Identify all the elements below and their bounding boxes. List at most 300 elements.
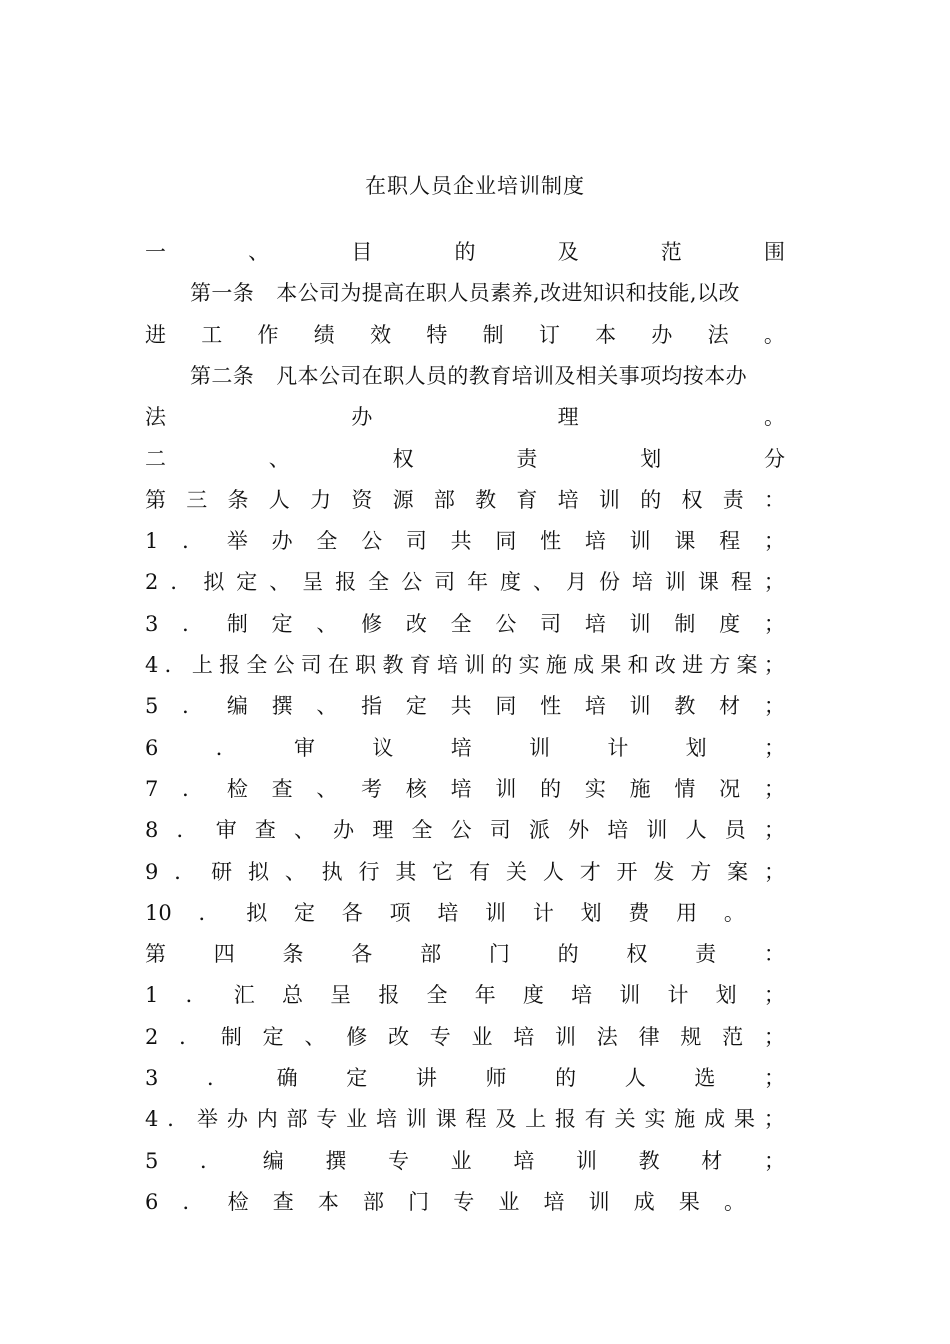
text-char: 、 bbox=[316, 694, 338, 719]
text-char: 条 bbox=[282, 942, 304, 967]
text-char: 权 bbox=[392, 446, 414, 471]
text-char: 派 bbox=[528, 818, 550, 843]
text-line bbox=[145, 1060, 785, 1096]
text-char: ． bbox=[182, 776, 204, 801]
text-char: 课 bbox=[697, 570, 719, 595]
text-char: 况 bbox=[719, 776, 741, 801]
text-char: ； bbox=[763, 1107, 785, 1132]
text-char: 公 bbox=[273, 653, 295, 677]
text-char: 人 bbox=[624, 1066, 646, 1090]
text-char: 力 bbox=[310, 487, 332, 512]
text-char: 权 bbox=[626, 942, 648, 967]
text-char: 、 bbox=[533, 570, 554, 595]
text-char: 训 bbox=[405, 1107, 427, 1132]
text-char: 的 bbox=[640, 487, 662, 512]
text-char: ． bbox=[215, 735, 237, 760]
text-char: 教 bbox=[674, 694, 696, 719]
text-char: 全 bbox=[368, 570, 390, 595]
text-char: ． bbox=[200, 1148, 222, 1173]
text-char: 果 bbox=[733, 1107, 755, 1132]
text-char: 培 bbox=[571, 983, 593, 1008]
text-char: ． bbox=[182, 694, 204, 719]
text-char: 的 bbox=[557, 942, 579, 967]
text-char: 训 bbox=[588, 1189, 610, 1214]
text-char: 定 bbox=[405, 694, 427, 719]
text-char: 修 bbox=[361, 611, 383, 636]
text-char: 业 bbox=[498, 1189, 520, 1214]
text-line bbox=[145, 812, 785, 848]
text-char: 费 bbox=[628, 900, 650, 925]
text-char: 检 bbox=[227, 1189, 249, 1214]
text-char: 培 bbox=[450, 735, 472, 760]
text-char: ． bbox=[182, 1189, 204, 1214]
text-char: 四 bbox=[213, 942, 235, 967]
text-char: 它 bbox=[432, 859, 454, 884]
text-char: 训 bbox=[495, 776, 517, 801]
text-char: 划 bbox=[685, 735, 707, 760]
text-char: ： bbox=[763, 487, 785, 512]
text-char: 制 bbox=[226, 611, 248, 636]
text-char: 第 bbox=[145, 487, 166, 512]
text-char: ． bbox=[164, 653, 186, 677]
text-char: 各 bbox=[341, 900, 363, 925]
text-char: 行 bbox=[358, 859, 380, 884]
text-char: 情 bbox=[674, 776, 696, 801]
text-char: 训 bbox=[629, 611, 651, 636]
text-char: 8 bbox=[145, 818, 159, 843]
text-char: 才 bbox=[579, 859, 601, 884]
text-char: 成 bbox=[573, 653, 595, 677]
text-char: ； bbox=[763, 529, 785, 554]
text-char: 9 bbox=[145, 859, 159, 884]
text-char: 员 bbox=[724, 818, 746, 843]
text-char: 查 bbox=[254, 818, 276, 843]
text-char: ； bbox=[763, 611, 785, 636]
text-char: 分 bbox=[763, 446, 785, 471]
text-char: ； bbox=[763, 694, 785, 719]
text-char: 撰 bbox=[271, 694, 293, 719]
text-char: 律 bbox=[638, 1024, 660, 1049]
text-char: 课 bbox=[674, 529, 696, 554]
text-char: 训 bbox=[555, 1024, 577, 1049]
text-char: ； bbox=[763, 859, 785, 884]
text-line bbox=[145, 564, 785, 600]
text-char: 拟 bbox=[203, 570, 225, 595]
text-char: 各 bbox=[351, 942, 373, 967]
text-char: 报 bbox=[335, 570, 357, 595]
text-char: 审 bbox=[215, 818, 237, 843]
text-char: 共 bbox=[450, 694, 472, 719]
text-char: 及 bbox=[495, 1107, 517, 1132]
text-char: 内 bbox=[256, 1107, 278, 1132]
text-char: 全 bbox=[411, 818, 433, 843]
text-char: 训 bbox=[598, 487, 620, 512]
text-char: 度 bbox=[719, 611, 741, 636]
text-line bbox=[145, 317, 785, 353]
text-char: 责 bbox=[516, 446, 538, 471]
text-char: 计 bbox=[532, 900, 554, 925]
text-char: 检 bbox=[226, 776, 248, 801]
text-char: 效 bbox=[370, 322, 392, 347]
text-char: 培 bbox=[543, 1189, 565, 1214]
text-line bbox=[145, 854, 785, 890]
text-char: 培 bbox=[584, 694, 606, 719]
text-char: 源 bbox=[392, 487, 414, 512]
text-char: ； bbox=[763, 818, 785, 843]
text-char: 法 bbox=[707, 322, 729, 347]
text-char: 办 bbox=[651, 322, 673, 347]
text-char: 办 bbox=[333, 818, 355, 843]
text-char: 其 bbox=[395, 859, 417, 884]
text-char: 三 bbox=[186, 487, 208, 512]
text-char: 在 bbox=[328, 653, 350, 677]
text-char: 课 bbox=[435, 1107, 457, 1132]
text-char: 总 bbox=[281, 983, 303, 1008]
text-char: 司 bbox=[489, 818, 511, 843]
text-char: 关 bbox=[505, 859, 527, 884]
text-char: ； bbox=[763, 653, 785, 677]
text-char: 办 bbox=[271, 529, 293, 554]
text-char: 师 bbox=[485, 1066, 507, 1090]
text-char: 培 bbox=[436, 653, 458, 677]
text-char: 订 bbox=[538, 322, 560, 347]
text-char: 公 bbox=[450, 818, 472, 843]
text-char: 上 bbox=[525, 1107, 547, 1132]
article-number: 第二条 bbox=[190, 363, 255, 388]
text-char: 共 bbox=[450, 529, 472, 554]
line-text: 本公司为提高在职人员素养,改进知识和技能,以改 bbox=[276, 281, 740, 306]
text-char: 5 bbox=[145, 1148, 159, 1173]
text-char: 成 bbox=[704, 1107, 726, 1132]
text-char: 举 bbox=[226, 529, 248, 554]
text-char: 的 bbox=[540, 776, 562, 801]
text-char: 门 bbox=[488, 942, 510, 967]
text-char: 7 bbox=[145, 776, 159, 801]
text-char: 特 bbox=[426, 322, 448, 347]
text-line bbox=[145, 1184, 745, 1220]
text-char: 呈 bbox=[330, 983, 352, 1008]
text-char: 定 bbox=[271, 611, 293, 636]
text-char: 绩 bbox=[313, 322, 335, 347]
text-char: 、 bbox=[284, 859, 306, 884]
text-char: 全 bbox=[450, 611, 472, 636]
text-char: 培 bbox=[631, 570, 653, 595]
text-char: 门 bbox=[408, 1189, 430, 1214]
text-char: 和 bbox=[627, 653, 649, 677]
text-char: 定 bbox=[236, 570, 258, 595]
text-char: 划 bbox=[640, 446, 662, 471]
text-char: ． bbox=[179, 1024, 201, 1049]
text-char: 办 bbox=[226, 1107, 248, 1132]
text-char: 度 bbox=[522, 983, 544, 1008]
text-char: 5 bbox=[145, 694, 159, 719]
text-char: 材 bbox=[719, 694, 741, 719]
article-number: 第一条 bbox=[190, 281, 255, 306]
text-char: 。 bbox=[763, 322, 785, 347]
text-char: 资 bbox=[351, 487, 373, 512]
text-char: 发 bbox=[653, 859, 675, 884]
text-char: 修 bbox=[346, 1024, 368, 1049]
text-char: 法 bbox=[145, 405, 166, 430]
text-line bbox=[145, 977, 785, 1013]
text-char: ； bbox=[763, 1024, 785, 1049]
text-char: 制 bbox=[482, 322, 504, 347]
text-char: 部 bbox=[420, 942, 442, 967]
text-char: 训 bbox=[664, 570, 686, 595]
text-char: 改 bbox=[654, 653, 676, 677]
text-char: ． bbox=[167, 1107, 189, 1132]
text-char: 、 bbox=[316, 611, 338, 636]
text-char: 专 bbox=[453, 1189, 475, 1214]
text-char: 查 bbox=[272, 1189, 294, 1214]
text-char: 计 bbox=[667, 983, 689, 1008]
text-char: 、 bbox=[269, 570, 291, 595]
text-char: 确 bbox=[276, 1066, 298, 1090]
text-char: 施 bbox=[674, 1107, 696, 1132]
text-char: 上 bbox=[191, 653, 213, 677]
text-char: 性 bbox=[540, 694, 562, 719]
document-title: 在职人员企业培训制度 bbox=[365, 174, 585, 198]
text-char: 部 bbox=[363, 1189, 384, 1214]
text-char: 2 bbox=[145, 1024, 159, 1049]
text-char: ； bbox=[763, 983, 785, 1008]
text-char: 公 bbox=[361, 529, 383, 554]
text-char: ． bbox=[198, 900, 220, 925]
text-char: 编 bbox=[262, 1148, 284, 1173]
text-char: 专 bbox=[388, 1148, 409, 1173]
text-line bbox=[145, 1101, 785, 1137]
text-char: 拟 bbox=[247, 859, 269, 884]
text-char: 训 bbox=[629, 694, 651, 719]
text-char: 制 bbox=[220, 1024, 242, 1049]
text-char: ． bbox=[207, 1066, 228, 1090]
text-char: 人 bbox=[268, 487, 290, 512]
text-char: 开 bbox=[616, 859, 638, 884]
text-char: 性 bbox=[540, 529, 562, 554]
text-char: 度 bbox=[500, 570, 522, 595]
text-char: ． bbox=[176, 818, 198, 843]
text-char: 培 bbox=[450, 776, 472, 801]
text-char: 责 bbox=[695, 942, 717, 967]
text-char: 改 bbox=[405, 611, 427, 636]
text-line bbox=[145, 399, 785, 435]
text-line bbox=[145, 730, 785, 766]
text-char: 年 bbox=[474, 983, 496, 1008]
text-char: 规 bbox=[680, 1024, 702, 1049]
text-char: 培 bbox=[584, 529, 606, 554]
text-line bbox=[145, 234, 785, 270]
text-char: ． bbox=[182, 611, 204, 636]
text-char: 考 bbox=[361, 776, 383, 801]
text-char: 外 bbox=[568, 818, 590, 843]
text-char: 业 bbox=[471, 1024, 493, 1049]
text-char: 权 bbox=[681, 487, 703, 512]
text-char: 部 bbox=[433, 487, 455, 512]
text-char: 、 bbox=[304, 1024, 326, 1049]
text-char: 1 bbox=[145, 983, 159, 1008]
text-char: 2 bbox=[145, 570, 159, 595]
text-line bbox=[145, 688, 785, 724]
text-char: 教 bbox=[638, 1148, 660, 1173]
text-char: 同 bbox=[495, 694, 517, 719]
text-char: 关 bbox=[614, 1107, 636, 1132]
text-char: 汇 bbox=[233, 983, 255, 1008]
text-char: 举 bbox=[197, 1107, 219, 1132]
text-char: 实 bbox=[644, 1107, 666, 1132]
text-char: 果 bbox=[678, 1189, 700, 1214]
text-char: 训 bbox=[485, 900, 507, 925]
text-char: 专 bbox=[429, 1024, 451, 1049]
text-char: 3 bbox=[145, 1066, 159, 1090]
text-char: 6 bbox=[145, 1189, 159, 1214]
text-char: 讲 bbox=[415, 1066, 437, 1090]
text-char: 、 bbox=[294, 818, 315, 843]
text-line bbox=[145, 482, 785, 518]
text-char: 培 bbox=[607, 818, 629, 843]
text-char: 训 bbox=[575, 1148, 597, 1173]
text-char: 计 bbox=[607, 735, 629, 760]
text-char: 项 bbox=[389, 900, 411, 925]
text-char: 范 bbox=[660, 240, 682, 264]
text-char: 6 bbox=[145, 735, 159, 760]
text-char: 报 bbox=[554, 1107, 576, 1132]
text-char: 有 bbox=[584, 1107, 606, 1132]
text-char: 训 bbox=[464, 653, 486, 677]
text-char: ； bbox=[763, 776, 785, 801]
text-char: 研 bbox=[211, 859, 233, 884]
text-char: 方 bbox=[709, 653, 731, 677]
text-char: 撰 bbox=[325, 1148, 347, 1173]
text-char: 进 bbox=[682, 653, 704, 677]
text-char: 年 bbox=[467, 570, 489, 595]
text-char: 、 bbox=[316, 776, 338, 801]
text-line bbox=[145, 523, 785, 559]
text-char: 条 bbox=[227, 487, 249, 512]
text-char: 训 bbox=[629, 529, 651, 554]
text-char: 份 bbox=[598, 570, 620, 595]
text-line bbox=[190, 275, 807, 311]
text-char: 目 bbox=[351, 240, 373, 264]
text-char: 拟 bbox=[246, 900, 268, 925]
text-char: 部 bbox=[286, 1107, 308, 1132]
text-char: 训 bbox=[619, 983, 641, 1008]
text-char: 司 bbox=[434, 570, 456, 595]
text-char: 作 bbox=[257, 322, 279, 347]
text-char: 实 bbox=[584, 776, 606, 801]
text-line bbox=[145, 936, 785, 972]
text-char: 围 bbox=[763, 240, 785, 264]
text-char: 案 bbox=[736, 653, 758, 677]
text-char: 育 bbox=[516, 487, 538, 512]
text-char: 有 bbox=[469, 859, 491, 884]
text-char: ． bbox=[182, 529, 204, 554]
text-line bbox=[145, 1143, 785, 1179]
text-char: 教 bbox=[475, 487, 497, 512]
text-char: 司 bbox=[540, 611, 562, 636]
text-char: 用 bbox=[676, 900, 698, 925]
text-char: 的 bbox=[454, 240, 476, 264]
text-char: 培 bbox=[437, 900, 459, 925]
text-char: 范 bbox=[722, 1024, 744, 1049]
text-char: 报 bbox=[378, 983, 400, 1008]
text-char: 培 bbox=[557, 487, 579, 512]
text-char: 法 bbox=[596, 1024, 618, 1049]
text-char: 选 bbox=[694, 1066, 716, 1090]
text-char: 的 bbox=[491, 653, 513, 677]
text-char: 二 bbox=[145, 446, 166, 471]
line-text: 凡本公司在职人员的教育培训及相关事项均按本办 bbox=[276, 363, 748, 388]
text-char: 理 bbox=[557, 405, 579, 430]
text-line bbox=[145, 895, 745, 931]
text-char: 进 bbox=[145, 322, 166, 347]
text-char: ； bbox=[764, 735, 785, 760]
text-line bbox=[145, 606, 785, 642]
text-char: 定 bbox=[346, 1066, 368, 1090]
text-char: 改 bbox=[387, 1024, 409, 1049]
text-char: 职 bbox=[355, 653, 377, 677]
text-char: 果 bbox=[600, 653, 622, 677]
text-line bbox=[190, 358, 807, 394]
text-char: 成 bbox=[633, 1189, 655, 1214]
text-char: 4 bbox=[145, 1107, 159, 1132]
text-char: 月 bbox=[565, 570, 587, 595]
text-char: ： bbox=[763, 942, 785, 967]
text-char: 。 bbox=[724, 1189, 745, 1214]
text-char: 材 bbox=[701, 1148, 723, 1173]
text-char: 1 bbox=[145, 529, 159, 554]
text-char: 议 bbox=[372, 735, 394, 760]
text-char: 程 bbox=[730, 570, 752, 595]
text-line bbox=[145, 647, 785, 683]
text-char: 案 bbox=[727, 859, 749, 884]
text-char: 培 bbox=[584, 611, 606, 636]
text-char: 公 bbox=[401, 570, 423, 595]
text-char: 划 bbox=[580, 900, 602, 925]
text-char: 第 bbox=[145, 942, 166, 967]
text-char: ； bbox=[764, 1066, 785, 1090]
text-char: 方 bbox=[690, 859, 712, 884]
text-char: 办 bbox=[351, 405, 373, 430]
text-char: 业 bbox=[346, 1107, 368, 1132]
text-char: 训 bbox=[646, 818, 668, 843]
text-char: 查 bbox=[271, 776, 293, 801]
text-char: 人 bbox=[685, 818, 707, 843]
text-char: 专 bbox=[316, 1107, 338, 1132]
text-line bbox=[145, 1019, 785, 1055]
text-char: 3 bbox=[145, 611, 159, 636]
text-char: 的 bbox=[555, 1066, 577, 1090]
text-char: 工 bbox=[201, 322, 223, 347]
text-char: 呈 bbox=[302, 570, 324, 595]
text-char: ． bbox=[170, 570, 192, 595]
text-line bbox=[145, 441, 785, 477]
text-char: 程 bbox=[465, 1107, 487, 1132]
text-char: ． bbox=[185, 983, 207, 1008]
text-char: 制 bbox=[674, 611, 696, 636]
text-char: 全 bbox=[246, 653, 268, 677]
text-char: 教 bbox=[382, 653, 404, 677]
text-char: 理 bbox=[372, 818, 394, 843]
text-char: 、 bbox=[248, 240, 270, 264]
text-char: 全 bbox=[426, 983, 448, 1008]
text-char: 本 bbox=[317, 1189, 339, 1214]
text-char: 、 bbox=[268, 446, 290, 471]
text-char: 实 bbox=[518, 653, 540, 677]
text-char: 人 bbox=[542, 859, 564, 884]
text-char: 4 bbox=[145, 653, 159, 677]
text-char: 程 bbox=[719, 529, 741, 554]
text-char: ； bbox=[763, 1148, 785, 1173]
